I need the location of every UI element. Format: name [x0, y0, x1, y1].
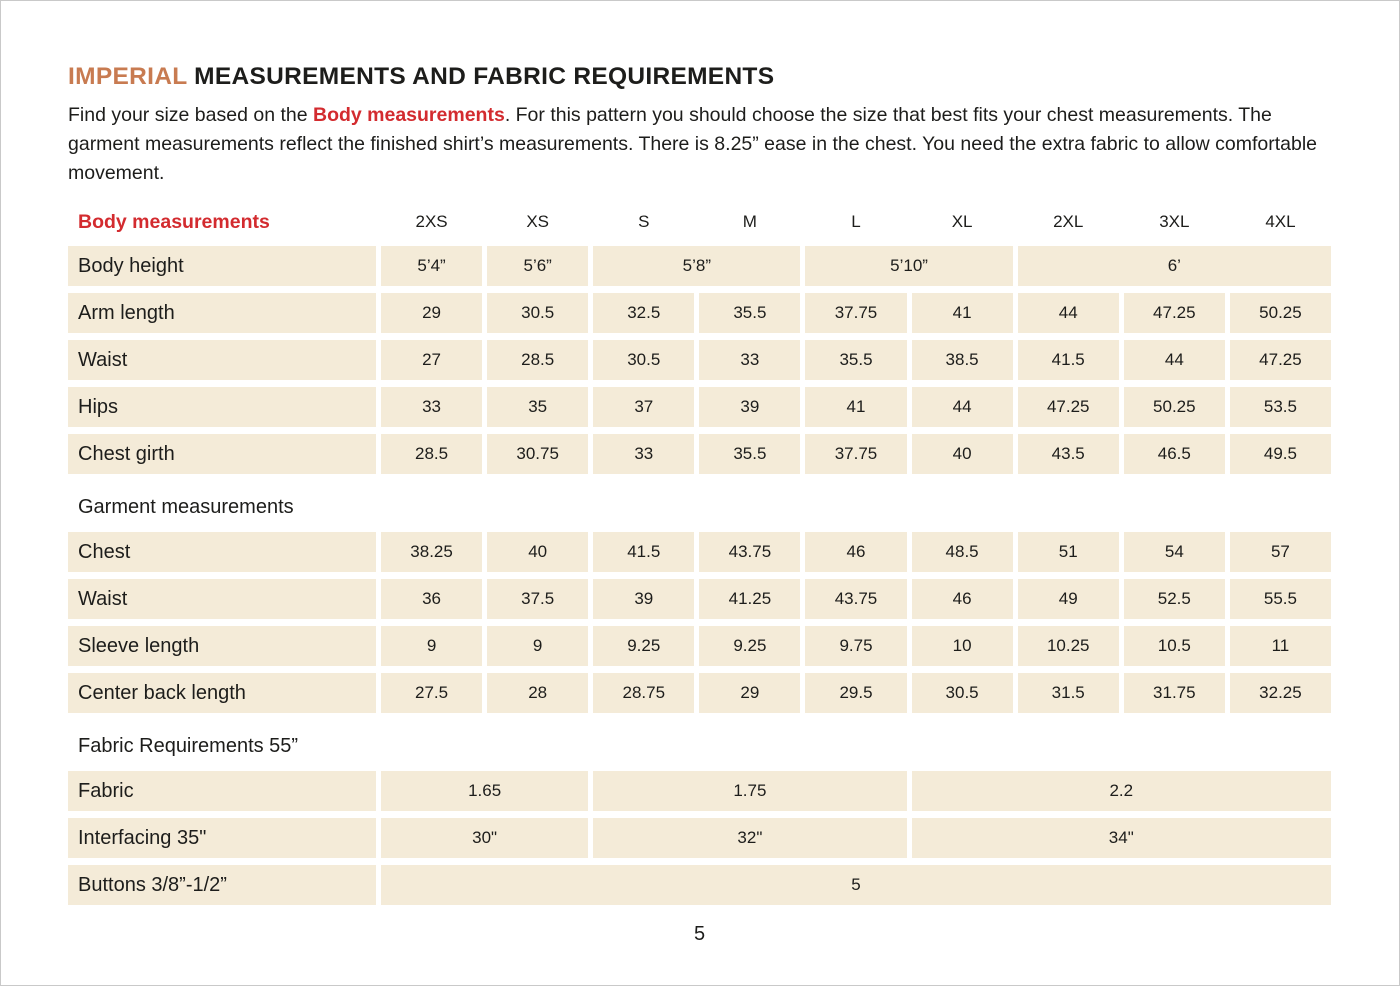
- row-label-chest: Chest: [68, 532, 376, 572]
- value-cell: 28.5: [381, 434, 482, 474]
- row-label-center-back-length: Center back length: [68, 673, 376, 713]
- size-column-header-2xs: 2XS: [415, 212, 448, 231]
- intro-text-pre: Find your size based on the: [68, 104, 313, 126]
- value-cell: 54: [1124, 532, 1225, 572]
- value-cell: 1.65: [381, 771, 588, 811]
- value-cell: 40: [487, 532, 588, 572]
- value-cell: 5’8”: [593, 246, 800, 286]
- value-cell: 41.5: [1018, 340, 1119, 380]
- value-cell: 30.75: [487, 434, 588, 474]
- value-cell: 50.25: [1124, 387, 1225, 427]
- size-column-header-m: M: [742, 212, 757, 231]
- value-cell: 39: [593, 579, 694, 619]
- value-cell: 27.5: [381, 673, 482, 713]
- value-cell: 43.75: [805, 579, 906, 619]
- value-cell: 1.75: [593, 771, 906, 811]
- table-header-label: Body measurements: [78, 210, 270, 233]
- value-cell: 30": [381, 818, 588, 858]
- measurements-table: [68, 205, 1331, 905]
- section-heading-fabric-requirements-55: Fabric Requirements 55”: [78, 735, 299, 757]
- size-column-header-2xl: 2XL: [1053, 212, 1084, 231]
- size-column-header-3xl: 3XL: [1159, 212, 1190, 231]
- row-label-waist: Waist: [68, 579, 376, 619]
- value-cell: 57: [1230, 532, 1331, 572]
- value-cell: 38.5: [912, 340, 1013, 380]
- value-cell: 38.25: [381, 532, 482, 572]
- row-label-buttons-3-8-1-2: Buttons 3/8”-1/2”: [68, 865, 376, 905]
- value-cell: 47.25: [1230, 340, 1331, 380]
- value-cell: 32.5: [593, 293, 694, 333]
- row-label-hips: Hips: [68, 387, 376, 427]
- value-cell: 5’10”: [805, 246, 1012, 286]
- value-cell: 10: [912, 626, 1013, 666]
- value-cell: 27: [381, 340, 482, 380]
- value-cell: 10.5: [1124, 626, 1225, 666]
- intro-text-post: . For this pattern you should choose the size that best fits your chest measurements. The garment measurements reflect the finished shirt’s measurements. There is 8.25” ease in the chest. You need the extra fabric to allow comfortable movement.: [68, 104, 1318, 184]
- value-cell: 49: [1018, 579, 1119, 619]
- page-title-rest: MEASUREMENTS AND FABRIC REQUIREMENTS: [187, 63, 775, 90]
- value-cell: 9: [381, 626, 482, 666]
- value-cell: 39: [699, 387, 800, 427]
- value-cell: 29.5: [805, 673, 906, 713]
- value-cell: 9.25: [593, 626, 694, 666]
- value-cell: 46: [912, 579, 1013, 619]
- value-cell: 52.5: [1124, 579, 1225, 619]
- intro-highlight: Body measurements: [312, 104, 505, 126]
- value-cell: 53.5: [1230, 387, 1331, 427]
- row-label-chest-girth: Chest girth: [68, 434, 376, 474]
- value-cell: 29: [699, 673, 800, 713]
- value-cell: 41.25: [699, 579, 800, 619]
- size-column-header-xs: XS: [526, 212, 549, 231]
- value-cell: 9: [487, 626, 588, 666]
- value-cell: 37.75: [805, 434, 906, 474]
- value-cell: 35: [487, 387, 588, 427]
- value-cell: 33: [381, 387, 482, 427]
- value-cell: 29: [381, 293, 482, 333]
- value-cell: 46: [805, 532, 906, 572]
- value-cell: 33: [593, 434, 694, 474]
- value-cell: 34": [912, 818, 1331, 858]
- value-cell: 55.5: [1230, 579, 1331, 619]
- row-label-fabric: Fabric: [68, 771, 376, 811]
- value-cell: 30.5: [487, 293, 588, 333]
- value-cell: 44: [1018, 293, 1119, 333]
- value-cell: 28.5: [487, 340, 588, 380]
- value-cell: 50.25: [1230, 293, 1331, 333]
- value-cell: 35.5: [805, 340, 906, 380]
- value-cell: 49.5: [1230, 434, 1331, 474]
- row-label-waist: Waist: [68, 340, 376, 380]
- size-column-header-xl: XL: [951, 212, 973, 231]
- value-cell: 30.5: [593, 340, 694, 380]
- size-column-header-l: L: [851, 212, 861, 231]
- value-cell: 41: [805, 387, 906, 427]
- size-column-header-4xl: 4XL: [1265, 212, 1296, 231]
- size-column-header-s: S: [638, 212, 650, 231]
- value-cell: 41.5: [593, 532, 694, 572]
- value-cell: 44: [1124, 340, 1225, 380]
- value-cell: 28: [487, 673, 588, 713]
- document-page: [1, 1, 1399, 946]
- value-cell: 9.25: [699, 626, 800, 666]
- value-cell: 33: [699, 340, 800, 380]
- value-cell: 5: [381, 865, 1331, 905]
- value-cell: 28.75: [593, 673, 694, 713]
- value-cell: 30.5: [912, 673, 1013, 713]
- page-title-accent: IMPERIAL: [68, 63, 188, 90]
- value-cell: 47.25: [1124, 293, 1225, 333]
- section-heading-garment-measurements: Garment measurements: [78, 496, 294, 518]
- value-cell: 37.75: [805, 293, 906, 333]
- value-cell: 35.5: [699, 434, 800, 474]
- value-cell: 37: [593, 387, 694, 427]
- row-label-sleeve-length: Sleeve length: [68, 626, 376, 666]
- value-cell: 6’: [1018, 246, 1331, 286]
- page-number: 5: [693, 923, 706, 945]
- value-cell: 51: [1018, 532, 1119, 572]
- page-title: [68, 63, 1329, 91]
- value-cell: 31.75: [1124, 673, 1225, 713]
- value-cell: 32": [593, 818, 906, 858]
- value-cell: 47.25: [1018, 387, 1119, 427]
- value-cell: 36: [381, 579, 482, 619]
- row-label-arm-length: Arm length: [68, 293, 376, 333]
- value-cell: 5’4”: [381, 246, 482, 286]
- value-cell: 46.5: [1124, 434, 1225, 474]
- value-cell: 35.5: [699, 293, 800, 333]
- row-label-body-height: Body height: [68, 246, 376, 286]
- value-cell: 9.75: [805, 626, 906, 666]
- intro-paragraph: [68, 101, 1329, 188]
- value-cell: 41: [912, 293, 1013, 333]
- value-cell: 32.25: [1230, 673, 1331, 713]
- value-cell: 5’6”: [487, 246, 588, 286]
- value-cell: 10.25: [1018, 626, 1119, 666]
- value-cell: 44: [912, 387, 1013, 427]
- value-cell: 31.5: [1018, 673, 1119, 713]
- value-cell: 43.5: [1018, 434, 1119, 474]
- value-cell: 43.75: [699, 532, 800, 572]
- value-cell: 40: [912, 434, 1013, 474]
- row-label-interfacing-35: Interfacing 35": [68, 818, 376, 858]
- value-cell: 48.5: [912, 532, 1013, 572]
- value-cell: 2.2: [912, 771, 1331, 811]
- value-cell: 37.5: [487, 579, 588, 619]
- value-cell: 11: [1230, 626, 1331, 666]
